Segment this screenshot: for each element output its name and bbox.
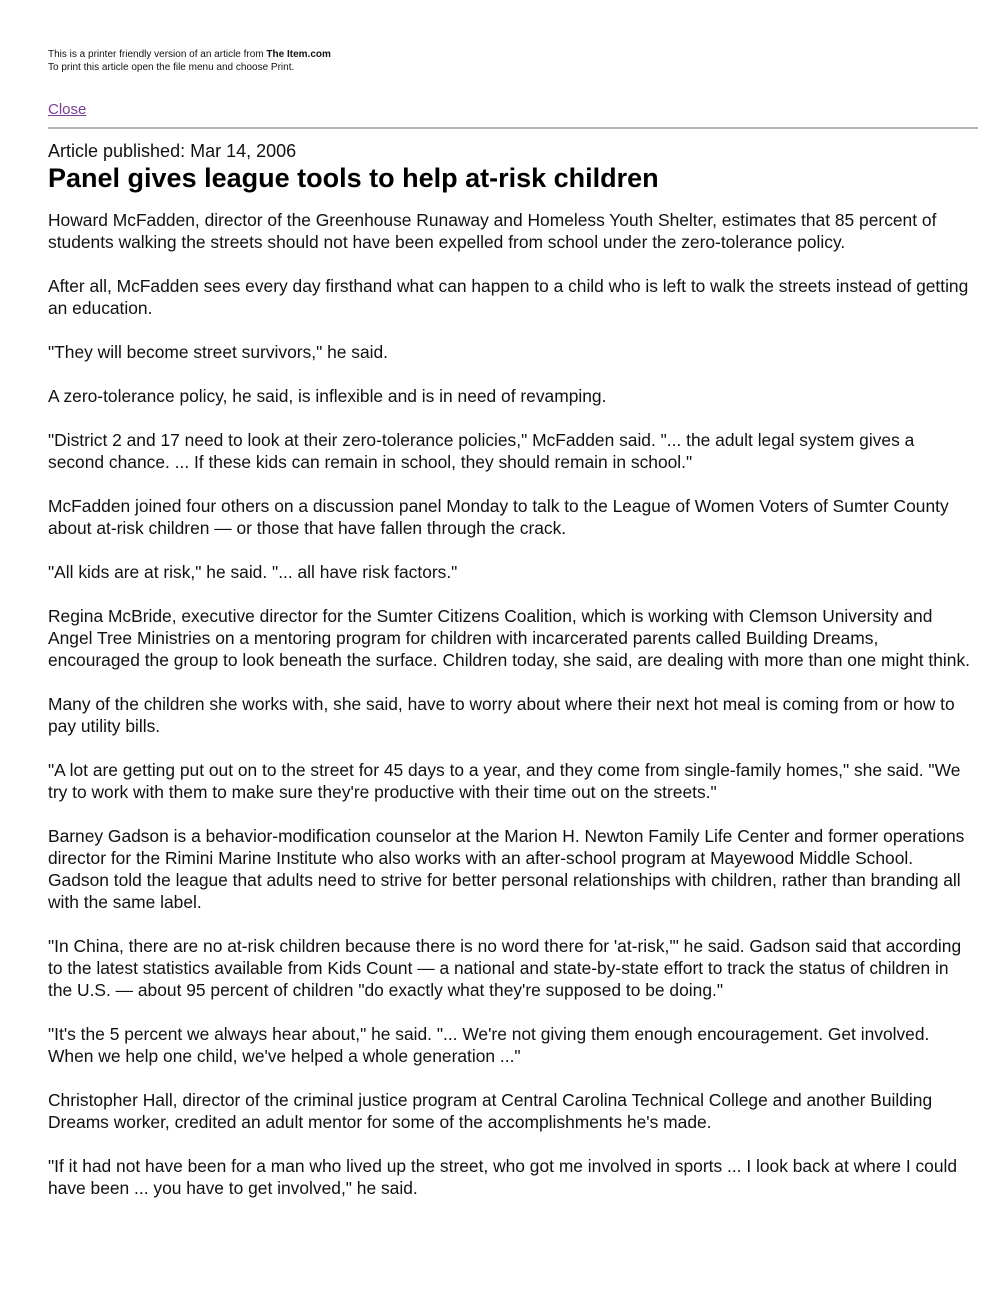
printer-notice-line-2: To print this article open the file menu and choose Print. bbox=[48, 62, 295, 73]
article-paragraph: Howard McFadden, director of the Greenhouse Runaway and Homeless Youth Shelter, estimates that 85 percent of students walking the streets should not have been expelled from school under the zero-tolerance policy. bbox=[48, 210, 937, 252]
article-paragraph: "A lot are getting put out on to the street for 45 days to a year, and they come from single-family homes," she said. "We try to work with them to make sure they're productive with their time out on the streets." bbox=[48, 760, 961, 802]
article-paragraph: Many of the children she works with, she said, have to worry about where their next hot meal is coming from or how to pay utility bills. bbox=[48, 694, 955, 736]
printer-notice-prefix: This is a printer friendly version of an article from bbox=[48, 49, 264, 60]
article-paragraph: "All kids are at risk," he said. "... all have risk factors." bbox=[48, 562, 458, 582]
article-headline: Panel gives league tools to help at-risk children bbox=[48, 163, 659, 193]
article-paragraph: "They will become street survivors," he said. bbox=[48, 342, 388, 362]
article-paragraph: A zero-tolerance policy, he said, is inflexible and is in need of revamping. bbox=[48, 386, 607, 406]
header-divider bbox=[48, 127, 978, 129]
article-paragraph: "If it had not have been for a man who lived up the street, who got me involved in sports ... I look back at where I could have been ... you have to get involved," he said. bbox=[48, 1156, 958, 1198]
article-paragraph: "It's the 5 percent we always hear about," he said. "... We're not giving them enough encouragement. Get involved. When we help one child, we've helped a whole generation ..." bbox=[48, 1024, 930, 1066]
publish-date: Article published: Mar 14, 2006 bbox=[48, 141, 297, 161]
article-paragraph: McFadden joined four others on a discussion panel Monday to talk to the League of Women Voters of Sumter County about at-risk children — or those that have fallen through the crack. bbox=[48, 496, 949, 538]
printer-notice-line-1 bbox=[48, 48, 978, 61]
close-link[interactable]: Close bbox=[48, 101, 87, 118]
article-body bbox=[48, 209, 973, 1199]
article-paragraph: Barney Gadson is a behavior-modification counselor at the Marion H. Newton Family Life Center and former operations director for the Rimini Marine Institute who also works with an after-school program at Mayewood Middle School. Gadson told the league that adults need to strive for better personal relationships with children, rather than branding all with the same label. bbox=[48, 826, 965, 912]
article-paragraph: Regina McBride, executive director for the Sumter Citizens Coalition, which is working with Clemson University and Angel Tree Ministries on a mentoring program for children with incarcerated parents called Building Dreams, encouraged the group to look beneath the surface. Children today, she said, are dealing with more than one might think. bbox=[48, 606, 970, 670]
article-paragraph: "District 2 and 17 need to look at their zero-tolerance policies," McFadden said. "... the adult legal system gives a second chance. ... If these kids can remain in school, they should remain in school." bbox=[48, 430, 915, 472]
printer-notice bbox=[48, 48, 978, 74]
article-paragraph: Christopher Hall, director of the criminal justice program at Central Carolina Technical College and another Building Dreams worker, credited an adult mentor for some of the accomplishments he's made. bbox=[48, 1090, 933, 1132]
article-paragraph: After all, McFadden sees every day firsthand what can happen to a child who is left to walk the streets instead of getting an education. bbox=[48, 276, 969, 318]
site-brand: The Item.com bbox=[266, 49, 331, 60]
article-paragraph: "In China, there are no at-risk children because there is no word there for 'at-risk,'" he said. Gadson said that according to the latest statistics available from Kids Count — a national and state-by-state effort to track the status of children in the U.S. — about 95 percent of children "do exactly what they're supposed to be doing." bbox=[48, 936, 962, 1000]
